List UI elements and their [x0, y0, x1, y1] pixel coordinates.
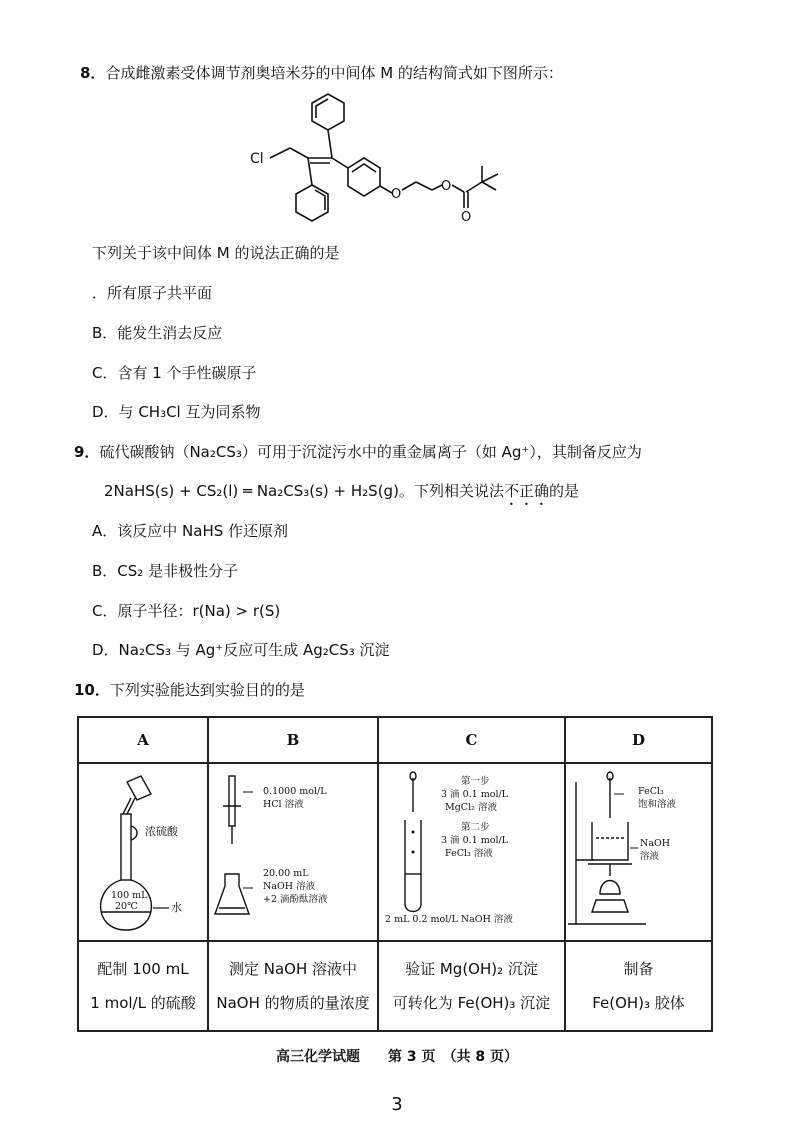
- q9-question-pre: 下列相关说法: [413, 482, 504, 500]
- caption-d: [565, 941, 712, 1031]
- q9-option-a: A．该反应中 NaHS 作还原剂: [92, 522, 289, 540]
- caption-a-line2: 1 mol/L 的硫酸: [90, 994, 196, 1012]
- q8-option-c: C．含有 1 个手性碳原子: [92, 364, 257, 382]
- structure-atom-o3: O: [461, 210, 472, 225]
- structure-atom-o2: O: [441, 179, 452, 194]
- q10-number: 10．: [74, 681, 110, 699]
- q8-option-b: B．能发生消去反应: [92, 324, 223, 342]
- caption-c-line2: 可转化为 Fe(OH)₃ 沉淀: [392, 994, 551, 1012]
- caption-c: [378, 941, 565, 1031]
- label-flask-temp: 20℃: [115, 901, 138, 912]
- header-c: C: [378, 717, 565, 763]
- q9-equation: 2NaHS(s) + CS₂(l) ═ Na₂CS₃(s) + H₂S(g)。: [104, 482, 414, 500]
- q8-stem-text: 合成雌激素受体调节剂奥培米芬的中间体 M 的结构简式如下图所示：: [105, 64, 563, 82]
- q8-option-a: ．所有原子共平面: [92, 284, 213, 302]
- structure-atom-o1: O: [391, 187, 402, 202]
- apparatus-c: [378, 763, 565, 941]
- q9-number: 9．: [74, 443, 100, 461]
- label-naoh-d: NaOH: [640, 838, 671, 849]
- caption-a: [78, 941, 208, 1031]
- label-naoh: NaOH 溶液: [263, 881, 316, 892]
- q9-question-post: 的是: [548, 482, 579, 500]
- label-hcl-conc: 0.1000 mol/L: [263, 786, 327, 797]
- page-footer: 高三化学试题 第 3 页 （共 8 页）: [276, 1049, 518, 1065]
- caption-b: [208, 941, 378, 1031]
- q9-equation-line: [104, 480, 579, 509]
- label-step2: 第二步: [461, 822, 490, 833]
- q9-question-emph: 不正确: [503, 482, 549, 500]
- q9-option-b: B．CS₂ 是非极性分子: [92, 562, 239, 580]
- q10-stem: [74, 679, 305, 700]
- label-step2-drops: 3 滴 0.1 mol/L: [441, 835, 508, 846]
- label-naoh-volume: 20.00 mL: [263, 868, 309, 879]
- caption-d-line1: 制备: [623, 960, 654, 978]
- label-flask-volume: 100 mL: [111, 890, 148, 901]
- header-d: D: [565, 717, 712, 763]
- header-b: B: [208, 717, 378, 763]
- label-water: 水: [171, 901, 182, 914]
- caption-a-line1: 配制 100 mL: [97, 960, 189, 978]
- label-step1: 第一步: [461, 776, 490, 787]
- q8-stem: [80, 62, 563, 83]
- caption-d-line2: Fe(OH)₃ 胶体: [592, 994, 685, 1012]
- apparatus-b: [208, 763, 378, 941]
- q8-option-d: D．与 CH₃Cl 互为同系物: [92, 403, 261, 421]
- label-step1-drops: 3 滴 0.1 mol/L: [441, 789, 508, 800]
- label-mgcl2: MgCl₂ 溶液: [445, 802, 497, 813]
- label-fecl3: FeCl₃ 溶液: [445, 848, 493, 859]
- q9-stem-text: 硫代碳酸钠（Na₂CS₃）可用于沉淀污水中的重金属离子（如 Ag⁺），其制备反应为: [99, 443, 642, 461]
- label-hcl: HCl 溶液: [263, 799, 304, 810]
- q8-question: 下列关于该中间体 M 的说法正确的是: [92, 244, 340, 262]
- page-number: 3: [391, 1094, 403, 1115]
- experiment-table: [77, 716, 713, 1032]
- label-solution-d: 溶液: [640, 851, 660, 862]
- q10-stem-text: 下列实验能达到实验目的的是: [109, 681, 305, 699]
- caption-b-line2: NaOH 的物质的量浓度: [216, 994, 370, 1012]
- apparatus-a: [78, 763, 208, 941]
- structure-atom-cl: Cl: [250, 151, 264, 167]
- label-fecl3-d: FeCl₃: [638, 786, 664, 797]
- caption-c-line1: 验证 Mg(OH)₂ 沉淀: [405, 960, 538, 978]
- label-conc-acid: 浓硫酸: [145, 825, 178, 838]
- label-phenolphthalein: +2 滴酚酞溶液: [263, 894, 328, 905]
- q9-option-d: D．Na₂CS₃ 与 Ag⁺反应可生成 Ag₂CS₃ 沉淀: [92, 641, 390, 659]
- q8-number: 8．: [80, 64, 106, 82]
- caption-b-line1: 测定 NaOH 溶液中: [228, 960, 358, 978]
- apparatus-d: [565, 763, 712, 941]
- label-saturated: 饱和溶液: [638, 799, 677, 810]
- volumetric-flask-icon: [79, 764, 207, 936]
- label-naoh-2ml: 2 mL 0.2 mol/L NaOH 溶液: [385, 914, 513, 925]
- q9-option-c: C．原子半径：r(Na) > r(S): [92, 602, 281, 620]
- q9-stem: [74, 441, 642, 462]
- header-a: A: [78, 717, 208, 763]
- q8-structure: [240, 90, 520, 230]
